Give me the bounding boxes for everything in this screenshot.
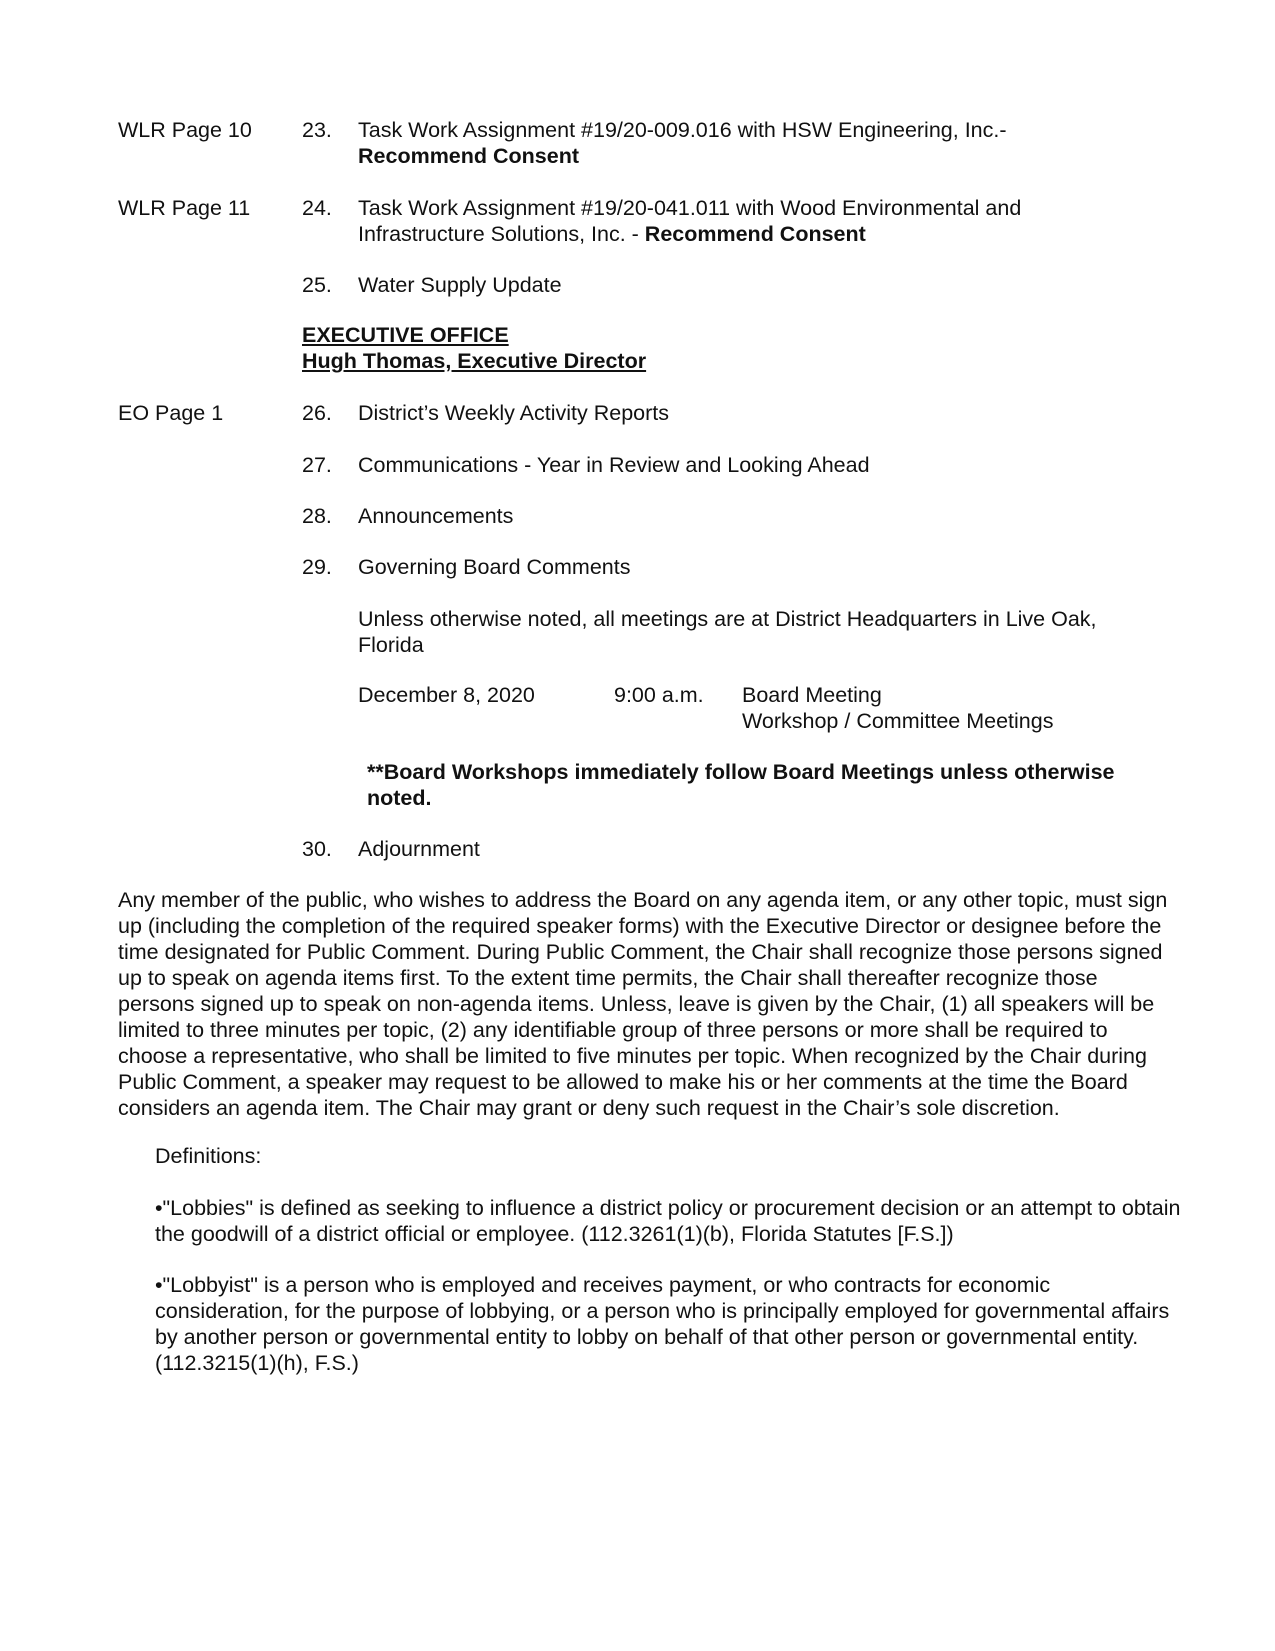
agenda-item-25: Water Supply Update: [358, 273, 562, 297]
agenda-item-27: Communications - Year in Review and Looking Ahead: [358, 453, 870, 477]
item-number-30: 30.: [302, 837, 332, 861]
definitions-label: Definitions:: [155, 1144, 262, 1168]
definition-lobbies: •"Lobbies" is defined as seeking to influence a district policy or procurement decision or an attempt to obtain the goodwill of a district official or employee. (112.3261(1)(b), Florida Statutes [F.S.]): [155, 1196, 1181, 1246]
meeting-date: December 8, 2020: [358, 683, 535, 707]
item-number-25: 25.: [302, 273, 332, 297]
page-ref-26: EO Page 1: [118, 401, 224, 425]
item-number-29: 29.: [302, 555, 332, 579]
section-subtitle: Hugh Thomas, Executive Director: [302, 349, 647, 373]
public-comment-paragraph: Any member of the public, who wishes to address the Board on any agenda item, or any other topic, must sign up (including the completion of the required speaker forms) with the Executive Director or designee before the time designated for Public Comment. During Public Comment, the Chair shall recognize those persons signed up to speak on agenda items first. To the extent time permits, the Chair shall thereafter recognize those persons signed up to speak on non-agenda items. Unless, leave is given by the Chair, (1) all speakers will be limited to three minutes per topic, (2) any identifiable group of three persons or more shall be required to choose a representative, who shall be limited to five minutes per topic. When recognized by the Chair during Public Comment, a speaker may request to be allowed to make his or her comments at the time the Board considers an agenda item. The Chair may grant or deny such request in the Chair’s sole discretion.: [118, 888, 1168, 1120]
item-number-24: 24.: [302, 196, 332, 220]
item-text: Task Work Assignment #19/20-041.011 with Wood Environmental and Infrastructure Solutions, Inc. -: [358, 196, 1022, 246]
item-number-28: 28.: [302, 504, 332, 528]
meeting-time: 9:00 a.m.: [614, 683, 704, 707]
page-ref-23: WLR Page 10: [118, 118, 252, 142]
agenda-item-26: District’s Weekly Activity Reports: [358, 401, 670, 425]
meetings-note: Unless otherwise noted, all meetings are at District Headquarters in Live Oak, Florida: [358, 607, 1097, 657]
workshop-note: **Board Workshops immediately follow Board Meetings unless otherwise noted.: [367, 760, 1115, 810]
item-recommendation: Recommend Consent: [358, 144, 580, 168]
item-number-23: 23.: [302, 118, 332, 142]
agenda-item-29: Governing Board Comments: [358, 555, 631, 579]
meeting-line-1: Board Meeting: [742, 683, 882, 707]
item-number-26: 26.: [302, 401, 332, 425]
item-number-27: 27.: [302, 453, 332, 477]
agenda-item-24: [358, 195, 1058, 247]
section-title: EXECUTIVE OFFICE: [302, 323, 509, 347]
meeting-type: [742, 682, 1053, 734]
agenda-item-23: [358, 117, 1178, 169]
definition-lobbyist: •"Lobbyist" is a person who is employed and receives payment, or who contracts for economic consideration, for the purpose of lobbying, or a person who is principally employed for governmental affairs by another person or governmental entity to lobby on behalf of that other person or governmental entity. (112.3215(1)(h), F.S.): [155, 1273, 1170, 1375]
agenda-item-30: Adjournment: [358, 837, 480, 861]
item-recommendation: Recommend Consent: [644, 222, 866, 246]
meeting-line-2: Workshop / Committee Meetings: [742, 709, 1054, 733]
page-ref-24: WLR Page 11: [118, 196, 251, 220]
agenda-item-28: Announcements: [358, 504, 514, 528]
item-text: Task Work Assignment #19/20-009.016 with HSW Engineering, Inc.-: [358, 118, 1007, 142]
